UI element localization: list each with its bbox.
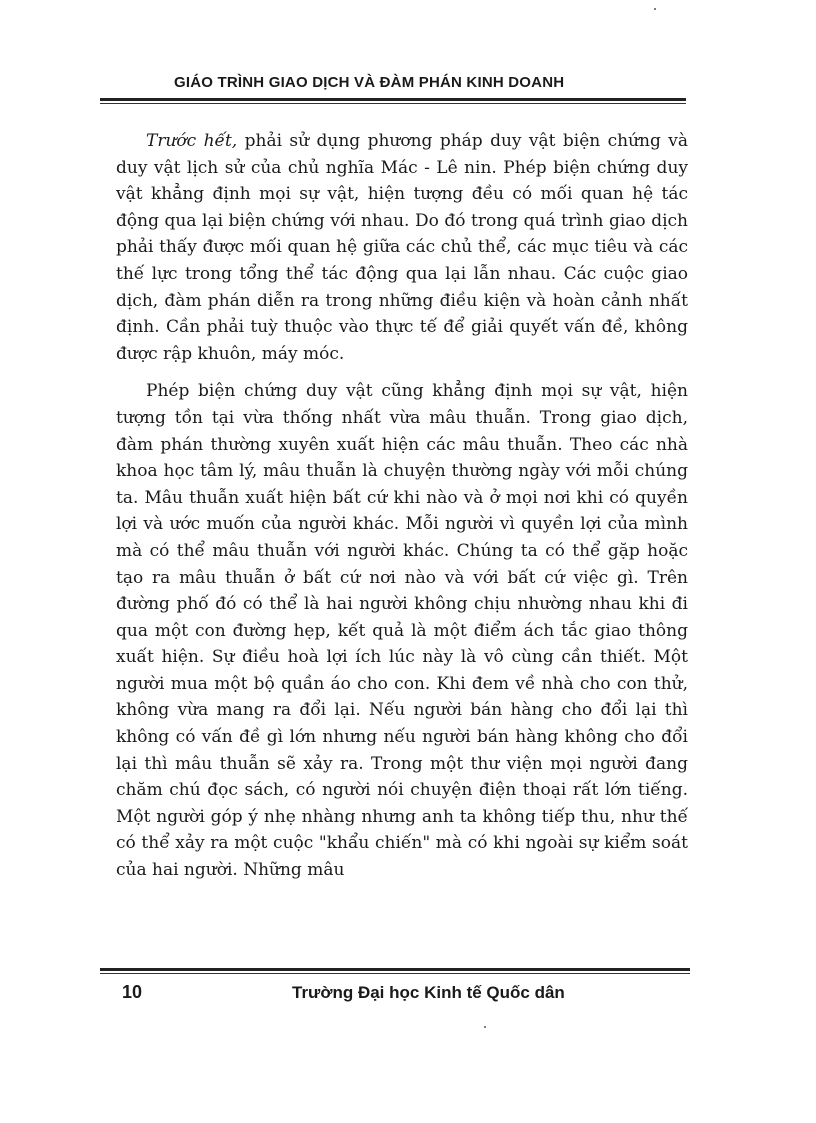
running-footer [100, 968, 690, 1003]
scan-speck [654, 8, 656, 10]
scan-speck [484, 1026, 486, 1028]
paragraph-1 [116, 128, 688, 367]
footer-rule-thin [100, 973, 690, 974]
paragraph-2: Phép biện chứng duy vật cũng khẳng định mọi sự vật, hiện tượng tồn tại vừa thống nhất vừa mâu thuẫn. Trong giao dịch, đàm phán thường xuyên xuất hiện các mâu thuẫn. Theo các nhà khoa học tâm lý, mâu thuẫn là chuyện thường ngày với mỗi chúng ta. Mâu thuẫn xuất hiện bất cứ khi nào và ở mọi nơi khi có quyền lợi và ước muốn của người khác. Mỗi người vì quyền lợi của mình mà có thể mâu thuẫn với người khác. Chúng ta có thể gặp hoặc tạo ra mâu thuẫn ở bất cứ nơi nào và với bất cứ việc gì. Trên đường phố đó có thể là hai người không chịu nhường nhau khi đi qua một con đường hẹp, kết quả là một điểm ách tắc giao thông xuất hiện. Sự điều hoà lợi ích lúc này là vô cùng cần thiết. Một người mua một bộ quần áo cho con. Khi đem về nhà cho con thử, không vừa mang ra đổi lại. Nếu người bán hàng cho đổi lại thì không có vấn đề gì lớn nhưng nếu người bán hàng không cho đổi lại thì mâu thuẫn sẽ xảy ra. Trong một thư viện mọi người đang chăm chú đọc sách, có người nói chuyện điện thoại rất lớn tiếng. Một người góp ý nhẹ nhàng nhưng anh ta không tiếp thu, như thế có thể xảy ra một cuộc "khẩu chiến" mà có khi ngoài sự kiểm soát của hai người. Những mâu [116, 381, 688, 881]
paragraph-1-text: phải sử dụng phương pháp duy vật biện chứng và duy vật lịch sử của chủ nghĩa Mác - Lê nin. Phép biện chứng duy vật khẳng định mọi sự vật, hiện tượng đều có mối quan hệ tác động qua lại biện chứng với nhau. Do đó trong quá trình giao dịch phải thấy được mối quan hệ giữa các chủ thể, các mục tiêu và các thế lực trong tổng thể tác động qua lại lẫn nhau. Các cuộc giao dịch, đàm phán diễn ra trong những điều kiện và hoàn cảnh nhất định. Cần phải tuỳ thuộc vào thực tế để giải quyết vấn đề, không được rập khuôn, máy móc. [116, 131, 688, 364]
running-header [100, 72, 686, 104]
paragraph-lead: Trước hết, [146, 131, 238, 151]
header-title: GIÁO TRÌNH GIAO DỊCH VÀ ĐÀM PHÁN KINH DOANH [174, 74, 565, 91]
header-rule [100, 98, 686, 101]
footer-rule [100, 968, 690, 971]
page-number: 10 [122, 982, 143, 1002]
body-text [116, 128, 688, 884]
header-rule-thin [100, 103, 686, 104]
footer-row [100, 982, 690, 1003]
publisher-name: Trường Đại học Kinh tế Quốc dân [292, 982, 565, 1002]
